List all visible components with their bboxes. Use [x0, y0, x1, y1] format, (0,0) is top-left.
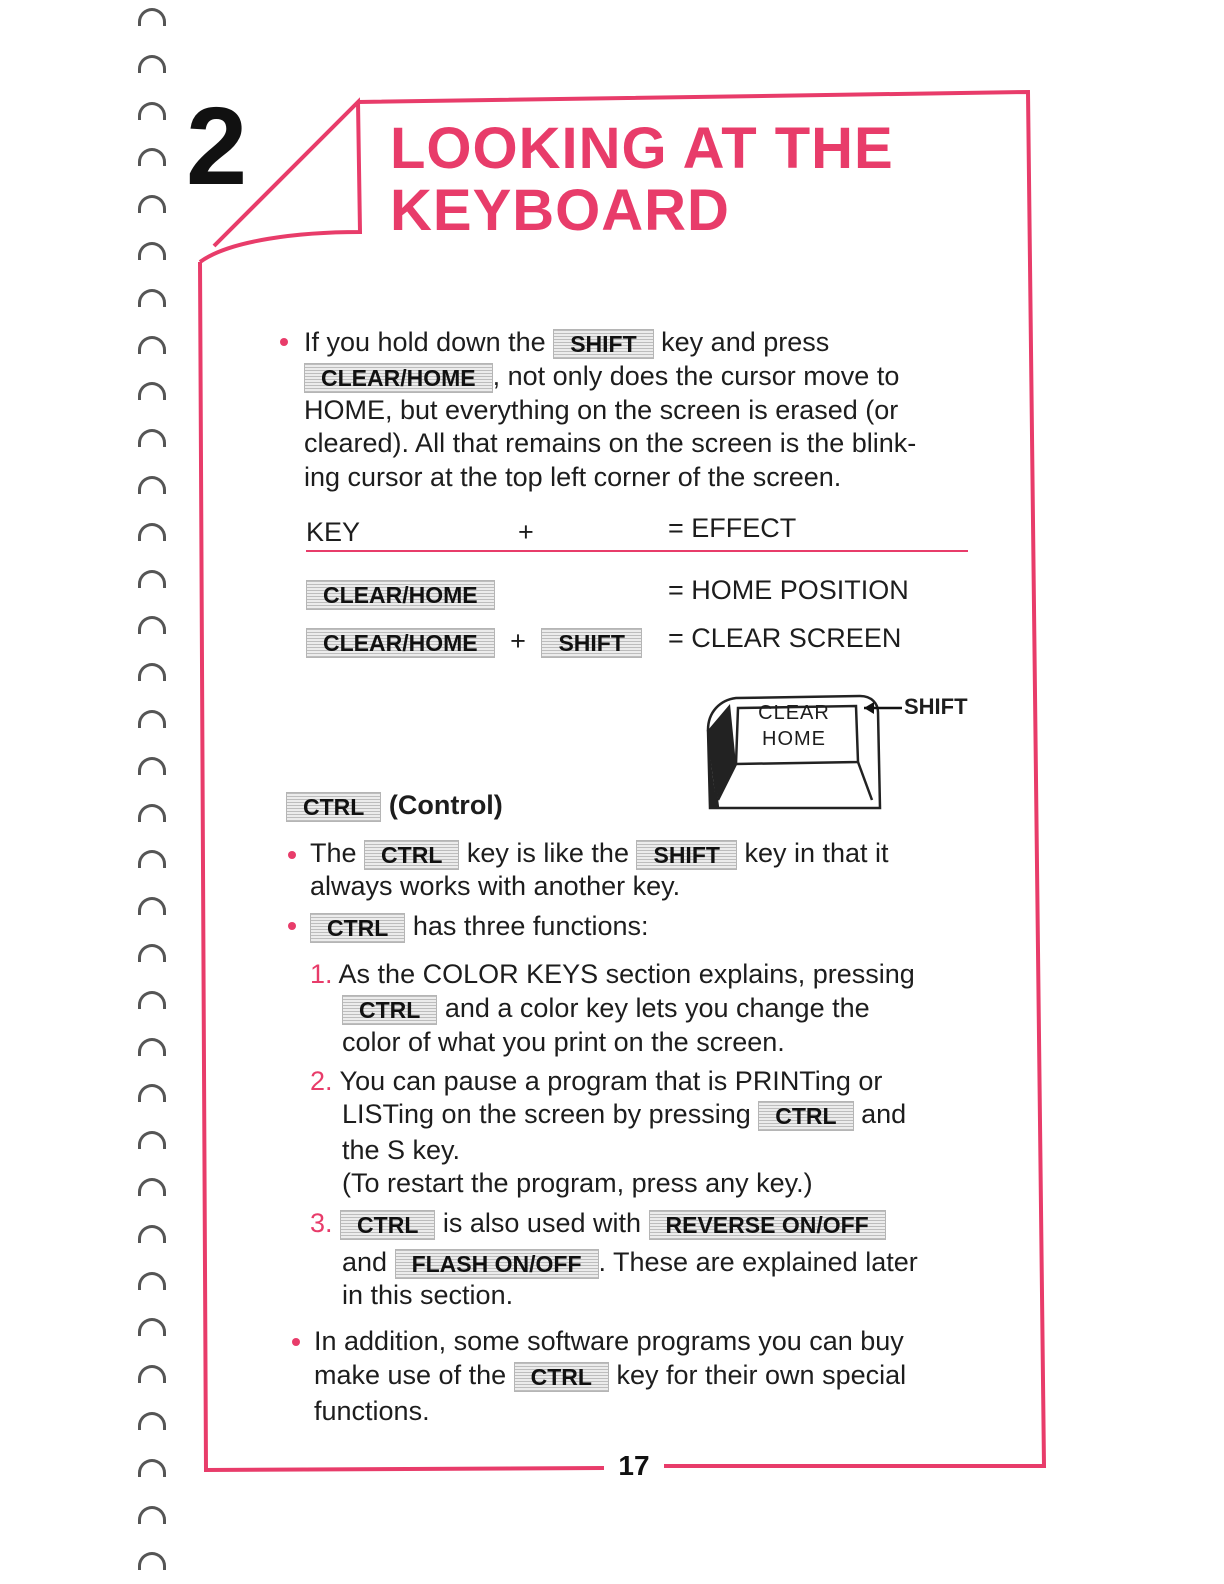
item-number: 2.: [310, 1066, 333, 1096]
ctrl-key: CTRL: [514, 1362, 609, 1392]
ctrl-key: CTRL: [364, 840, 459, 870]
item-3-line-3: in this section.: [342, 1280, 514, 1310]
item-text: and: [342, 1247, 388, 1277]
flash-on-off-key: FLASH ON/OFF: [395, 1249, 599, 1279]
item-3-line-2: [342, 1245, 918, 1279]
ctrl-bullet-3-line-3: functions.: [314, 1396, 430, 1426]
ctrl-key: CTRL: [758, 1101, 853, 1131]
clear-home-key: CLEAR/HOME: [306, 580, 495, 610]
item-2-line-3: the S key.: [342, 1135, 461, 1165]
item-number: 3.: [310, 1208, 333, 1238]
table-header-key: KEY: [306, 517, 361, 547]
intro-line-3: HOME, but everything on the screen is erased (or: [304, 395, 899, 425]
ctrl-heading: [286, 788, 503, 822]
item-number: 1.: [310, 959, 333, 989]
item-3-line-1: [310, 1206, 886, 1240]
page-number: 17: [604, 1450, 664, 1482]
table-header-effect: = EFFECT: [668, 513, 797, 543]
ctrl-key: CTRL: [286, 792, 381, 822]
table-row-1-effect: = HOME POSITION: [668, 575, 909, 605]
arrow-left-icon: [862, 700, 904, 716]
keycap-label-home: HOME: [762, 728, 826, 750]
chapter-number: 2: [186, 85, 246, 208]
clear-home-key: CLEAR/HOME: [306, 628, 495, 658]
title-line-2: KEYBOARD: [390, 178, 730, 243]
intro-text: If you hold down the: [304, 327, 546, 357]
table-row-2-effect: = CLEAR SCREEN: [668, 623, 902, 653]
intro-text: key and press: [661, 327, 830, 357]
intro-line-2: [304, 359, 899, 393]
table-header-plus: +: [518, 517, 534, 547]
ctrl-bullet-1-line-1: [310, 836, 889, 870]
ctrl-bullet-3-line-1: In addition, some software programs you can buy: [314, 1326, 904, 1356]
item-text: LISTing on the screen by pressing: [342, 1099, 751, 1129]
shift-key: SHIFT: [553, 329, 653, 359]
ctrl-text: key for their own special: [616, 1360, 907, 1390]
table-rule: [306, 550, 968, 552]
item-text: and: [861, 1099, 907, 1129]
ctrl-key: CTRL: [310, 913, 405, 943]
item-2-line-1: [310, 1064, 882, 1098]
ctrl-text: key in that it: [744, 838, 889, 868]
item-1-line-1: [310, 957, 915, 991]
ctrl-bullet-2: [310, 909, 649, 943]
item-text: is also used with: [442, 1208, 641, 1238]
table-row-1: [306, 576, 495, 610]
intro-line-4: cleared). All that remains on the screen is the blink-: [304, 428, 917, 458]
reverse-on-off-key: REVERSE ON/OFF: [649, 1210, 886, 1240]
intro-line-1: [304, 325, 829, 359]
title-line-1: LOOKING AT THE: [390, 116, 894, 181]
ctrl-text: key is like the: [466, 838, 629, 868]
table-row-2: [306, 624, 642, 658]
intro-text: , not only does the cursor move to: [492, 361, 900, 391]
page-title: [390, 118, 894, 242]
keycap-shift-label: SHIFT: [904, 694, 968, 719]
intro-line-5: ing cursor at the top left corner of the screen.: [304, 462, 842, 492]
ctrl-key: CTRL: [342, 995, 437, 1025]
bullet-dot: [292, 1338, 300, 1346]
ctrl-text: The: [310, 838, 357, 868]
ctrl-bullet-1-line-2: always works with another key.: [310, 871, 681, 901]
item-1-line-3: color of what you print on the screen.: [342, 1027, 785, 1057]
item-1-line-2: [342, 991, 870, 1025]
shift-key: SHIFT: [636, 840, 736, 870]
ctrl-text: make use of the: [314, 1360, 507, 1390]
keycap-label-clear: CLEAR: [758, 702, 830, 724]
ctrl-heading-text: (Control): [388, 790, 503, 820]
ctrl-bullet-3-line-2: [314, 1358, 906, 1392]
shift-key: SHIFT: [541, 628, 641, 658]
item-text: . These are explained later: [598, 1247, 918, 1277]
item-2-line-4: (To restart the program, press any key.): [342, 1168, 813, 1198]
item-text: As the COLOR KEYS section explains, pressing: [338, 959, 915, 989]
plus-sign: +: [510, 626, 526, 656]
bullet-dot: [280, 338, 288, 346]
ctrl-text: has three functions:: [412, 911, 649, 941]
bullet-dot: [288, 851, 296, 859]
clear-home-key: CLEAR/HOME: [304, 363, 493, 393]
ctrl-key: CTRL: [340, 1210, 435, 1240]
bullet-dot: [288, 922, 296, 930]
item-text: and a color key lets you change the: [444, 993, 870, 1023]
item-2-line-2: [342, 1097, 906, 1131]
item-text: You can pause a program that is PRINTing or: [339, 1066, 883, 1096]
